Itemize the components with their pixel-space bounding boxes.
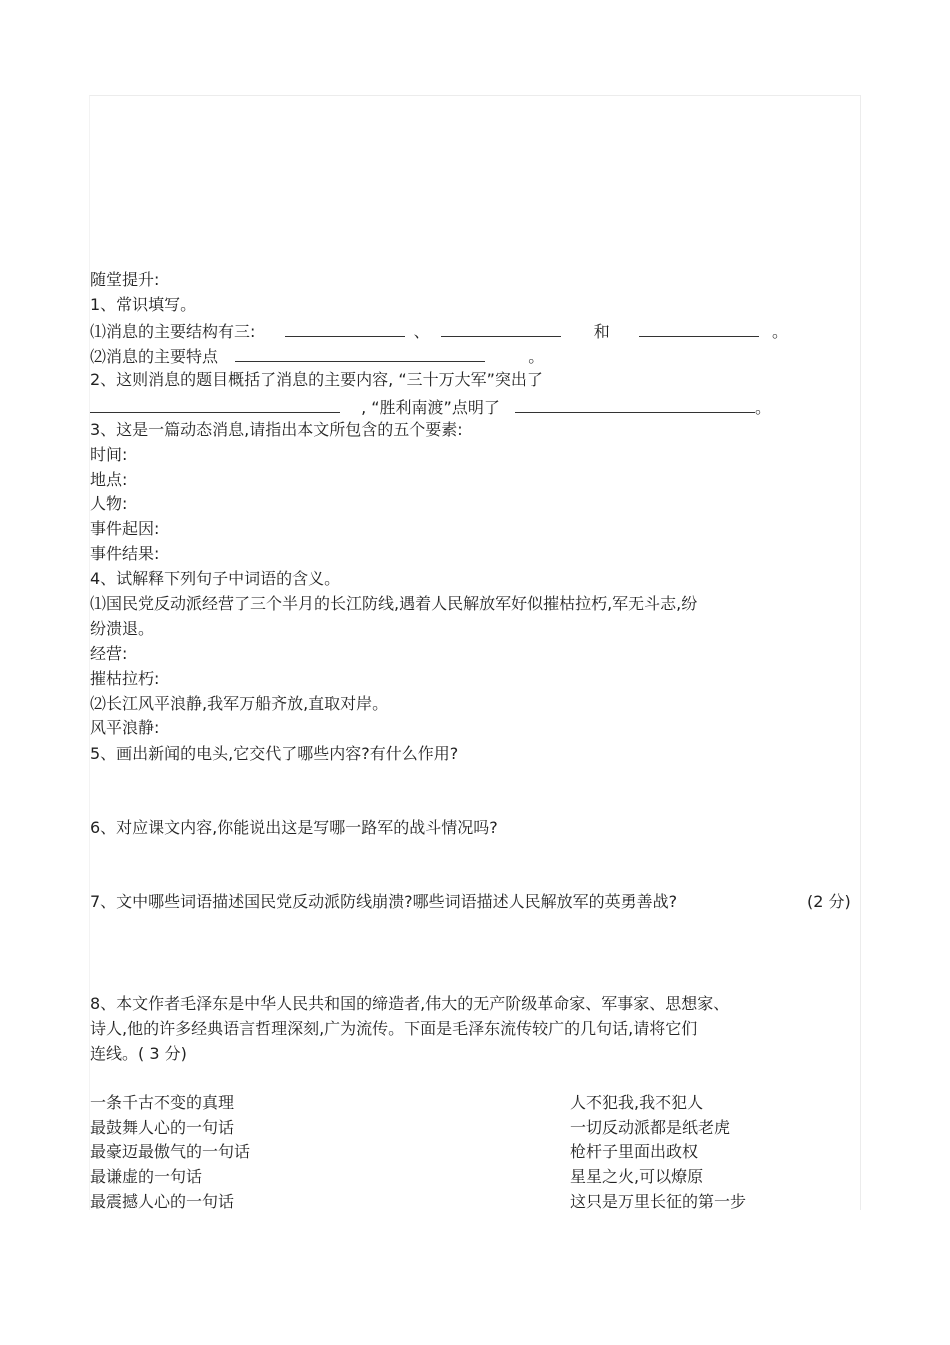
question-1-part-2 [90, 345, 544, 367]
q2-line2-mid: , “胜利南渡”点明了 [361, 398, 500, 417]
page-frame [89, 95, 861, 1210]
q3-item-time: 时间: [90, 445, 128, 464]
question-8-line-3: 连线。( 3 分) [90, 1044, 187, 1063]
match-left-item[interactable]: 最豪迈最傲气的一句话 [90, 1142, 251, 1161]
question-5: 5、画出新闻的电头,它交代了哪些内容?有什么作用? [90, 744, 459, 763]
question-3-title: 3、这是一篇动态消息,请指出本文所包含的五个要素: [90, 420, 463, 439]
q1-blank-3[interactable] [639, 320, 759, 337]
match-right-item[interactable]: 这只是万里长征的第一步 [570, 1192, 747, 1211]
q4-sentence-1-line-2: 纷溃退。 [90, 619, 155, 638]
match-right-item[interactable]: 人不犯我,我不犯人 [570, 1093, 704, 1112]
question-1-part-1 [90, 320, 788, 342]
q2-blank-1[interactable] [90, 396, 340, 413]
q2-line2-end: 。 [754, 398, 771, 417]
match-right-item[interactable]: 枪杆子里面出政权 [570, 1142, 699, 1161]
q1-p2-prefix: ⑵消息的主要特点 [90, 347, 219, 366]
match-left-item[interactable]: 最谦虚的一句话 [90, 1167, 203, 1186]
q1-blank-2[interactable] [441, 320, 561, 337]
q1-p1-prefix: ⑴消息的主要结构有三: [90, 322, 256, 341]
question-6: 6、对应课文内容,你能说出这是写哪一路军的战斗情况吗? [90, 818, 498, 837]
q4-sentence-2: ⑵长江风平浪静,我军万船齐放,直取对岸。 [90, 694, 389, 713]
question-2-line-2 [90, 396, 771, 418]
q3-item-place: 地点: [90, 470, 128, 489]
q1-p2-end: 。 [528, 347, 545, 366]
question-7-score: (2 分) [807, 892, 851, 911]
question-2-line-1: 2、这则消息的题目概括了消息的主要内容, “三十万大军”突出了 [90, 370, 543, 389]
q1-p1-end: 。 [772, 322, 789, 341]
q4-sentence-1-line-1: ⑴国民党反动派经营了三个半月的长江防线,遇着人民解放军好似摧枯拉朽,军无斗志,纷 [90, 594, 698, 613]
q1-blank-1[interactable] [285, 320, 405, 337]
q3-item-cause: 事件起因: [90, 519, 160, 538]
question-8-line-2: 诗人,他的许多经典语言哲理深刻,广为流传。下面是毛泽东流传较广的几句话,请将它们 [90, 1019, 698, 1038]
q4-word-3: 风平浪静: [90, 718, 160, 737]
q2-blank-2[interactable] [515, 396, 755, 413]
q4-word-1: 经营: [90, 644, 128, 663]
section-heading: 随堂提升: [90, 270, 160, 289]
question-7: 7、文中哪些词语描述国民党反动派防线崩溃?哪些词语描述人民解放军的英勇善战? [90, 892, 678, 911]
match-left-item[interactable]: 一条千古不变的真理 [90, 1093, 235, 1112]
q1-p1-sep2: 和 [593, 322, 610, 341]
q3-item-result: 事件结果: [90, 544, 160, 563]
q1-p1-sep1: 、 [413, 322, 430, 341]
match-right-item[interactable]: 一切反动派都是纸老虎 [570, 1118, 731, 1137]
question-4-title: 4、试解释下列句子中词语的含义。 [90, 569, 341, 588]
q4-word-2: 摧枯拉朽: [90, 669, 160, 688]
q1-blank-4[interactable] [235, 345, 485, 362]
match-right-item[interactable]: 星星之火,可以燎原 [570, 1167, 704, 1186]
match-left-item[interactable]: 最鼓舞人心的一句话 [90, 1118, 235, 1137]
question-1-title: 1、常识填写。 [90, 295, 197, 314]
match-left-item[interactable]: 最震撼人心的一句话 [90, 1192, 235, 1211]
question-8-line-1: 8、本文作者毛泽东是中华人民共和国的缔造者,伟大的无产阶级革命家、军事家、思想家、 [90, 994, 730, 1013]
q3-item-people: 人物: [90, 494, 128, 513]
